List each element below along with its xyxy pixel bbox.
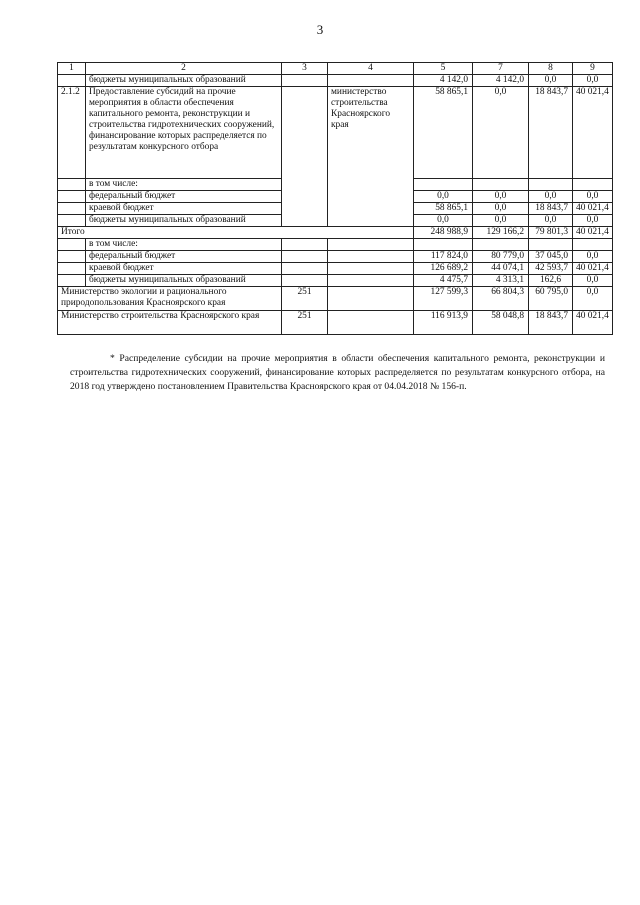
value-cell: 79 801,3 <box>529 227 573 239</box>
value-cell: 0,0 <box>473 87 529 179</box>
value-cell: 42 593,7 <box>529 263 573 275</box>
ministry-name: Министерство экологии и рационального природопользования Красноярского края <box>58 287 282 311</box>
value-cell: 40 021,4 <box>573 87 613 179</box>
value-cell: 4 475,7 <box>414 275 473 287</box>
value-cell: 0,0 <box>573 215 613 227</box>
value-cell: 60 795,0 <box>529 287 573 311</box>
value-cell: 18 843,7 <box>529 87 573 179</box>
value-cell: 0,0 <box>573 251 613 263</box>
value-cell: 0,0 <box>573 191 613 203</box>
total-label: Итого <box>58 227 414 239</box>
value-cell: 248 988,9 <box>414 227 473 239</box>
table-row <box>58 239 613 251</box>
value-cell: 0,0 <box>573 75 613 87</box>
value-cell: 58 865,1 <box>414 203 473 215</box>
value-cell: 0,0 <box>473 203 529 215</box>
value-cell: 116 913,9 <box>414 311 473 335</box>
value-cell: 40 021,4 <box>573 263 613 275</box>
table-row-item-2-1-2 <box>58 87 613 179</box>
row-label: бюджеты муниципальных образований <box>86 75 282 87</box>
column-header: 7 <box>473 63 529 75</box>
value-cell: 0,0 <box>414 191 473 203</box>
ministry-code: 251 <box>282 287 328 311</box>
value-cell: 4 313,1 <box>473 275 529 287</box>
value-cell: 117 824,0 <box>414 251 473 263</box>
ministry-name: Министерство строительства Красноярского края <box>58 311 282 335</box>
value-cell: 18 843,7 <box>529 311 573 335</box>
value-cell: 40 021,4 <box>573 203 613 215</box>
table-row <box>58 75 613 87</box>
column-header: 3 <box>282 63 328 75</box>
item-code: 2.1.2 <box>58 87 86 179</box>
value-cell: 0,0 <box>529 75 573 87</box>
value-cell: 0,0 <box>573 287 613 311</box>
value-cell: 58 048,8 <box>473 311 529 335</box>
table-row <box>58 263 613 275</box>
value-cell: 0,0 <box>529 191 573 203</box>
table-row-ministry <box>58 311 613 335</box>
value-cell: 44 074,1 <box>473 263 529 275</box>
column-header: 4 <box>328 63 414 75</box>
row-label: федеральный бюджет <box>86 251 282 263</box>
page-number: 3 <box>316 22 324 37</box>
row-label: бюджеты муниципальных образований <box>86 275 282 287</box>
column-header: 1 <box>58 63 86 75</box>
column-header: 2 <box>86 63 282 75</box>
value-cell: 0,0 <box>473 191 529 203</box>
value-cell: 127 599,3 <box>414 287 473 311</box>
value-cell: 0,0 <box>573 275 613 287</box>
table-row <box>58 275 613 287</box>
row-label: федеральный бюджет <box>86 191 282 203</box>
footnote: * Распределение субсидии на прочие мероприятия в области обеспечения капитального ремонта, реконструкции и строительства гидротехнических сооружений, финансирование которых распределяется по результатам конкурсного отбора, на 2018 год утверждено постановлением Правительства Красноярского края от 04.04.2018 № 156-п. <box>70 353 605 392</box>
budget-table <box>57 62 613 335</box>
value-cell: 40 021,4 <box>573 227 613 239</box>
value-cell: 0,0 <box>473 215 529 227</box>
table-header-row <box>58 63 613 75</box>
item-executor: министерство строительства Красноярского края <box>328 87 414 227</box>
table-row-ministry <box>58 287 613 311</box>
table-row <box>58 251 613 263</box>
row-label: краевой бюджет <box>86 203 282 215</box>
row-label: краевой бюджет <box>86 263 282 275</box>
column-header: 9 <box>573 63 613 75</box>
row-label: в том числе: <box>86 179 282 191</box>
item-name: Предоставление субсидий на прочие мероприятия в области обеспечения капитального ремонта, реконструкции и строительства гидротехнических сооружений, финансирование которых распределяется по результатам конкурсного отбора <box>86 87 282 179</box>
value-cell: 80 779,0 <box>473 251 529 263</box>
value-cell: 126 689,2 <box>414 263 473 275</box>
value-cell: 0,0 <box>414 215 473 227</box>
value-cell: 4 142,0 <box>473 75 529 87</box>
row-label: в том числе: <box>86 239 282 251</box>
value-cell: 4 142,0 <box>414 75 473 87</box>
table-row-total <box>58 227 613 239</box>
column-header: 8 <box>529 63 573 75</box>
row-label: бюджеты муниципальных образований <box>86 215 282 227</box>
value-cell: 40 021,4 <box>573 311 613 335</box>
value-cell: 66 804,3 <box>473 287 529 311</box>
value-cell: 18 843,7 <box>529 203 573 215</box>
value-cell: 162,6 <box>529 275 573 287</box>
value-cell: 58 865,1 <box>414 87 473 179</box>
ministry-code: 251 <box>282 311 328 335</box>
value-cell: 129 166,2 <box>473 227 529 239</box>
value-cell: 0,0 <box>529 215 573 227</box>
value-cell: 37 045,0 <box>529 251 573 263</box>
column-header: 5 <box>414 63 473 75</box>
